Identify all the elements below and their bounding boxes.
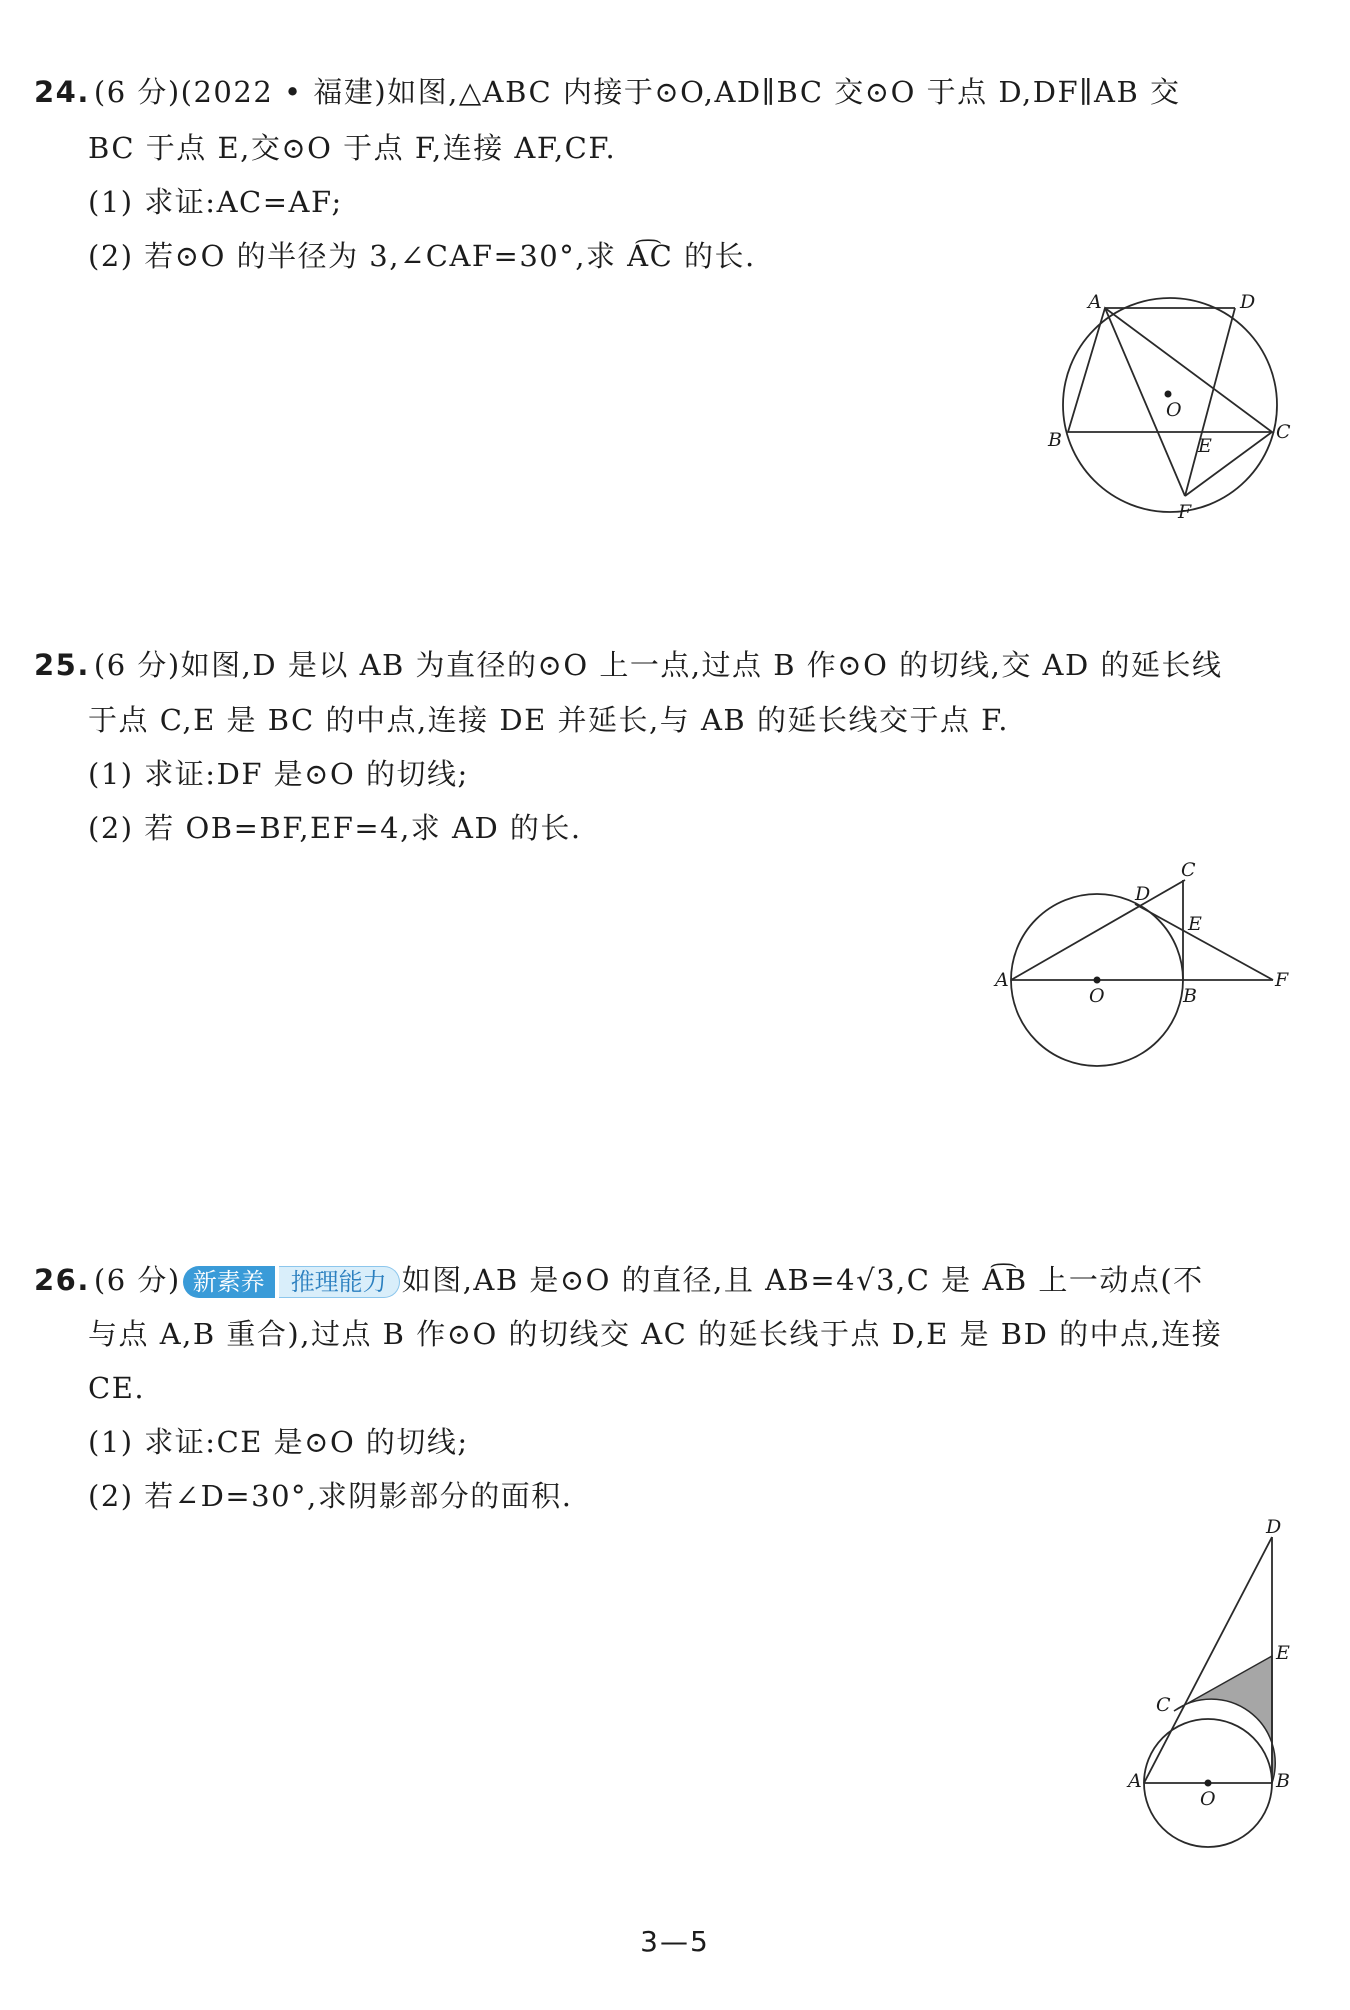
page-number: 3—5 xyxy=(640,1925,710,1958)
problem-number: 26. xyxy=(34,1263,90,1297)
figure-25 xyxy=(995,860,1295,1070)
problem-text-line: 于点 C,E 是 BC 的中点,连接 DE 并延长,与 AB 的延长线交于点 F. xyxy=(88,703,1009,737)
question-part-1: (1) 求证:CE 是⊙O 的切线; xyxy=(88,1425,469,1459)
question-part-1: (1) 求证:AC=AF; xyxy=(88,185,343,219)
point-label-d: D xyxy=(1266,1516,1282,1538)
point-label-o: O xyxy=(1089,985,1105,1007)
problem-number: 25. xyxy=(34,648,90,682)
point-label-b: B xyxy=(1183,985,1197,1007)
point-label-o: O xyxy=(1166,399,1182,421)
point-label-d: D xyxy=(1135,883,1151,905)
figure-26 xyxy=(1120,1516,1300,1845)
point-label-e: E xyxy=(1198,435,1212,457)
point-label-c: C xyxy=(1181,859,1196,881)
point-label-c: C xyxy=(1156,1694,1171,1716)
question-part-2: (2) 若⊙O 的半径为 3,∠CAF=30°,求 A͡C 的长. xyxy=(88,239,756,273)
figure-24 xyxy=(1040,280,1300,523)
point-label-a: A xyxy=(1088,291,1102,313)
problem-text-line: BC 于点 E,交⊙O 于点 F,连接 AF,CF. xyxy=(88,131,617,165)
problem-score: (6 分) xyxy=(93,1263,181,1297)
problem-text-line: (6 分)如图,D 是以 AB 为直径的⊙O 上一点,过点 B 作⊙O 的切线,交 AD 的延长线 xyxy=(93,648,1223,682)
point-label-d: D xyxy=(1240,291,1256,313)
question-part-2: (2) 若∠D=30°,求阴影部分的面积. xyxy=(88,1479,573,1513)
problem-number: 24. xyxy=(34,75,90,109)
point-label-f: F xyxy=(1178,501,1192,523)
point-label-b: B xyxy=(1048,429,1062,451)
point-label-e: E xyxy=(1276,1642,1290,1664)
point-label-c: C xyxy=(1276,421,1291,443)
problem-text-line: 如图,AB 是⊙O 的直径,且 AB=4√3,C 是 A͡B 上一动点(不 xyxy=(401,1263,1204,1297)
problem-text-line: 与点 A,B 重合),过点 B 作⊙O 的切线交 AC 的延长线于点 D,E 是 BD 的中点,连接 xyxy=(88,1317,1223,1351)
question-part-2: (2) 若 OB=BF,EF=4,求 AD 的长. xyxy=(88,811,582,845)
point-label-a: A xyxy=(1128,1770,1142,1792)
literacy-tag: 新素养 xyxy=(183,1266,275,1298)
ability-tag: 推理能力 xyxy=(279,1266,400,1298)
point-label-a: A xyxy=(995,969,1009,991)
point-label-e: E xyxy=(1188,913,1202,935)
problem-text-line: CE. xyxy=(88,1371,146,1405)
shaded-region xyxy=(1174,1656,1275,1783)
point-label-o: O xyxy=(1200,1788,1216,1810)
problem-text-line: (6 分)(2022 • 福建)如图,△ABC 内接于⊙O,AD∥BC 交⊙O 于点 D,DF∥AB 交 xyxy=(93,75,1181,109)
point-label-f: F xyxy=(1275,969,1289,991)
question-part-1: (1) 求证:DF 是⊙O 的切线; xyxy=(88,757,469,791)
point-label-b: B xyxy=(1276,1770,1290,1792)
